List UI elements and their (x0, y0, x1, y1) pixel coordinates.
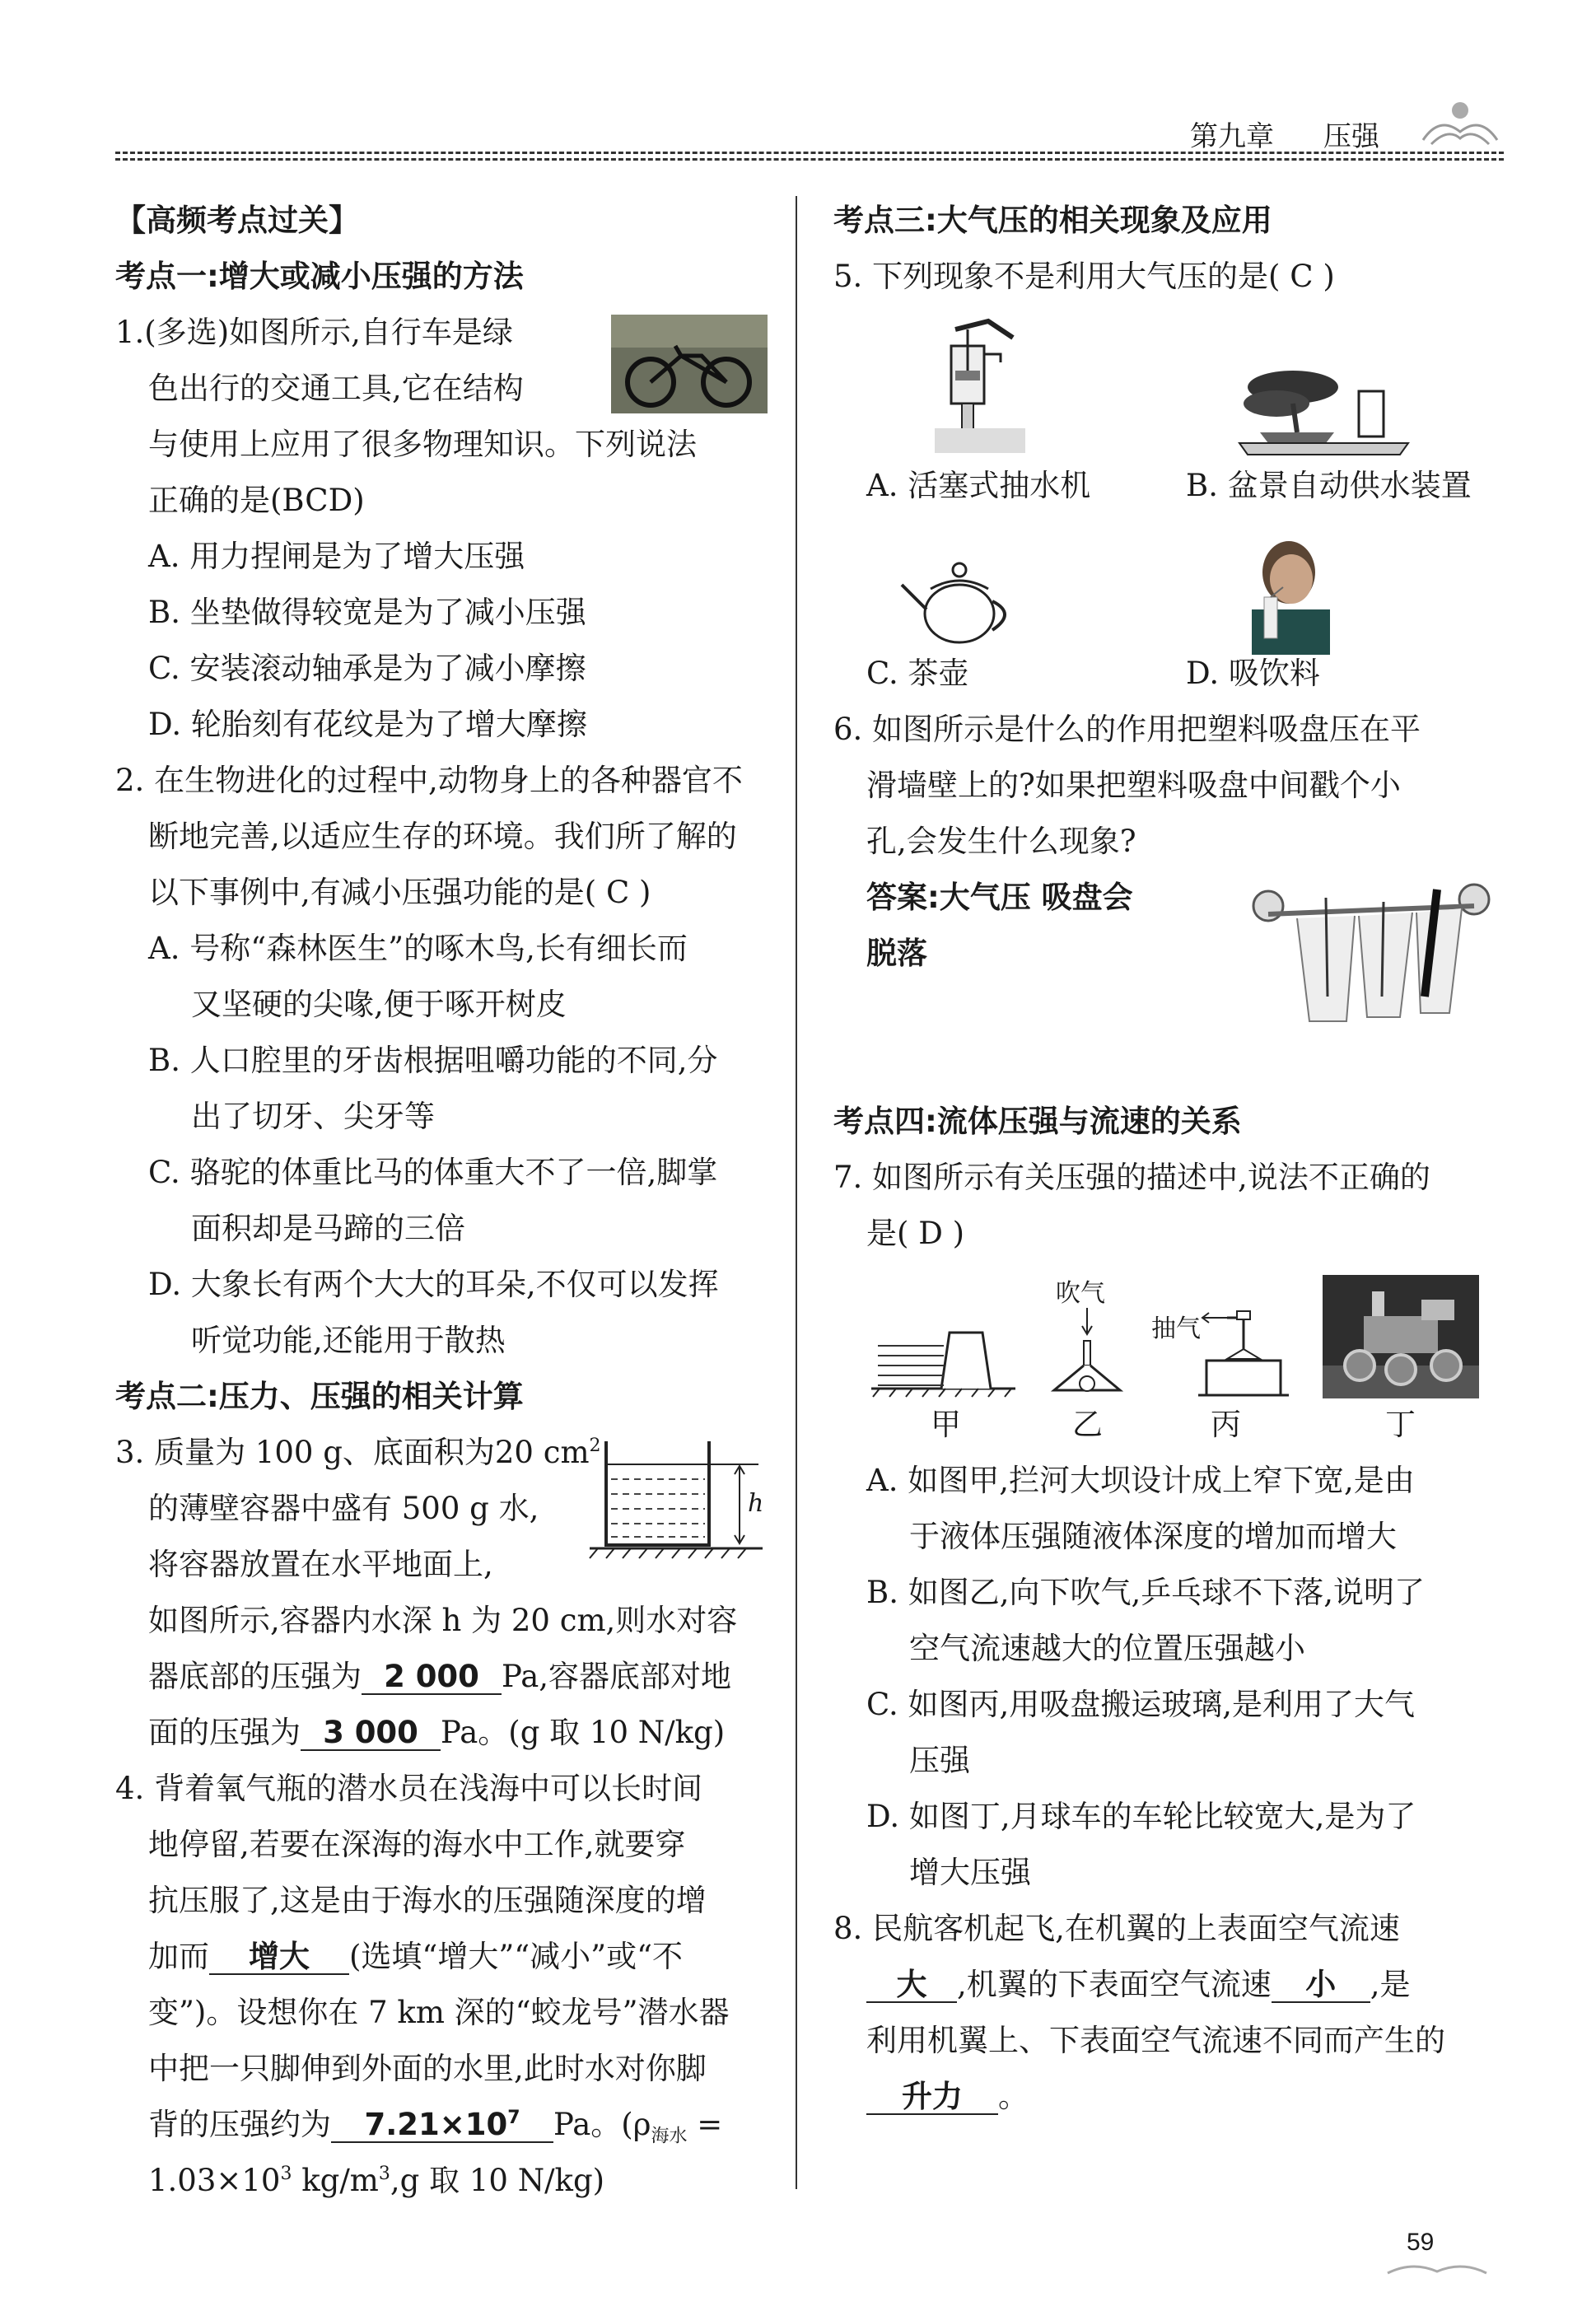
q8-line4-text: 。 (998, 2079, 1029, 2114)
q2-option-b2: 出了切牙、尖牙等 (191, 1099, 435, 1134)
q4-line4-a: 加而 (148, 1939, 209, 1974)
q2-option-b1: B. 人口腔里的牙齿根据咀嚼功能的不同,分 (148, 1043, 718, 1078)
page-number: 59 (1407, 2229, 1435, 2256)
q3-line1-text: 3. 质量为 100 g、底面积为20 cm (115, 1435, 590, 1470)
q3-line2: 的薄壁容器中盛有 500 g 水, (148, 1491, 539, 1526)
q8-answer-1: 大 (866, 1968, 957, 2003)
kp4-heading: 考点四:流体压强与流速的关系 (833, 1104, 1242, 1139)
q3-line5-b: Pa,容器底部对地 (502, 1659, 732, 1694)
q8-answer-3: 升力 (866, 2080, 998, 2115)
q7-option-d1: D. 如图丁,月球车的车轮比较宽大,是为了 (866, 1799, 1416, 1834)
column-divider (796, 196, 797, 2189)
q2-option-d1: D. 大象长有两个大大的耳朵,不仅可以发挥 (148, 1267, 719, 1302)
header-title: 压强 (1323, 120, 1379, 153)
q8-line3: 利用机翼上、下表面空气流速不同而产生的 (866, 2023, 1445, 2058)
q8-line2 (866, 1968, 1411, 2003)
q4-line8-a: 1.03×10 (148, 2163, 281, 2198)
q5-option-c: C. 茶壶 (866, 656, 969, 691)
q1-option-c: C. 安装滚动轴承是为了减小摩擦 (148, 651, 586, 686)
q3-line1 (115, 1436, 601, 1469)
q8-line2-b: ,是 (1370, 1967, 1411, 2002)
header-rule-2 (115, 158, 1504, 161)
q4-answer-2 (331, 2108, 553, 2143)
pump-label: 抽气 (1151, 1314, 1201, 1343)
q3-sup: 2 (589, 1436, 601, 1456)
fig-caption-jia: 甲 (931, 1407, 961, 1442)
fig-caption-bing: 丙 (1211, 1407, 1241, 1442)
q4-line7-b: Pa。(ρ (553, 2107, 651, 2142)
q1-option-b: B. 坐垫做得较宽是为了减小压强 (148, 595, 586, 630)
piston-pump-image (931, 313, 1029, 461)
q3-line6-b: Pa。(g 取 10 N/kg) (441, 1715, 726, 1750)
q4-line4-b: (选填“增大”“减小”或“不 (349, 1939, 684, 1974)
q4-line6: 中把一只脚伸到外面的水里,此时水对你脚 (148, 2051, 707, 2086)
q3-line6-a: 面的压强为 (148, 1715, 301, 1750)
q3-line6 (148, 1716, 725, 1751)
footer-ornament-icon (1384, 2257, 1491, 2281)
fig-caption-yi: 乙 (1072, 1407, 1103, 1442)
container-diagram (581, 1433, 771, 1565)
q5-line1: 5. 下列现象不是利用大气压的是( C ) (833, 259, 1335, 294)
q5-option-d: D. 吸饮料 (1186, 656, 1320, 691)
bicycle-image (611, 315, 768, 413)
q3-line4: 如图所示,容器内水深 h 为 20 cm,则水对容 (148, 1603, 738, 1638)
q1-option-d: D. 轮胎刻有花纹是为了增大摩擦 (148, 707, 587, 742)
q4-line8-sup: 3 (280, 2164, 292, 2184)
q7-option-d2: 增大压强 (909, 1855, 1031, 1890)
q5-option-b: B. 盆景自动供水装置 (1186, 468, 1472, 503)
q4-line7 (148, 2107, 723, 2147)
q4-answer-2-base: 7.21×10 (364, 2107, 508, 2142)
section-title: 【高频考点过关】 (115, 203, 359, 238)
q3-line5-a: 器底部的压强为 (148, 1659, 362, 1694)
kp2-heading: 考点二:压力、压强的相关计算 (115, 1379, 524, 1414)
q7-option-a1: A. 如图甲,拦河大坝设计成上窄下宽,是由 (866, 1463, 1415, 1498)
q4-line5: 变”)。设想你在 7 km 深的“蛟龙号”潜水器 (148, 1995, 730, 2030)
teapot-image (898, 560, 1021, 651)
kp3-heading: 考点三:大气压的相关现象及应用 (833, 203, 1272, 238)
q6-line1: 6. 如图所示是什么的作用把塑料吸盘压在平 (833, 712, 1421, 747)
q4-line4 (148, 1940, 683, 1975)
q8-line4 (866, 2080, 1029, 2115)
q5-option-a: A. 活塞式抽水机 (866, 468, 1091, 503)
header-chapter: 第九章 (1190, 120, 1274, 153)
suction-lifter-diagram (1194, 1301, 1293, 1404)
q8-answer-2: 小 (1272, 1968, 1370, 2003)
q1-line1: 1.(多选)如图所示,自行车是绿 (115, 315, 513, 350)
q4-line8-c: ,g 取 10 N/kg) (390, 2163, 605, 2198)
q4-rho-sub: 海水 (651, 2126, 688, 2147)
q3-answer-1: 2 000 (362, 1660, 502, 1695)
q6-answer-line2: 脱落 (866, 936, 927, 971)
q4-line8 (148, 2164, 604, 2197)
q4-line3: 抗压服了,这是由于海水的压强随深度的增 (148, 1883, 707, 1918)
q6-line3: 孔,会发生什么现象? (866, 824, 1136, 859)
q2-option-a1: A. 号称“森林医生”的啄木鸟,长有细长而 (148, 931, 688, 966)
q4-line7-c: = (687, 2107, 723, 2142)
q7-option-a2: 于液体压强随液体深度的增加而增大 (909, 1519, 1397, 1554)
q4-line8-sup2: 3 (378, 2164, 390, 2184)
child-drinking-image (1244, 531, 1334, 655)
q4-line7-a: 背的压强约为 (148, 2107, 331, 2142)
q2-option-c2: 面积却是马蹄的三倍 (191, 1211, 465, 1246)
q7-option-c2: 压强 (909, 1743, 970, 1778)
q7-option-b1: B. 如图乙,向下吹气,乒乓球不下落,说明了 (866, 1575, 1425, 1610)
q7-line1: 7. 如图所示有关压强的描述中,说法不正确的 (833, 1160, 1430, 1195)
q7-option-b2: 空气流速越大的位置压强越小 (909, 1631, 1305, 1666)
suction-cup-rack-image (1252, 881, 1491, 1029)
lunar-rover-image (1323, 1275, 1479, 1398)
q2-line2: 断地完善,以适应生存的环境。我们所了解的 (148, 819, 737, 854)
q2-option-d2: 听觉功能,还能用于散热 (191, 1323, 506, 1358)
q1-option-a: A. 用力捏闸是为了增大压强 (148, 539, 525, 574)
q4-line8-b: kg/m (292, 2163, 379, 2198)
header-rule (115, 152, 1504, 154)
q7-option-c1: C. 如图丙,用吸盘搬运玻璃,是利用了大气 (866, 1687, 1416, 1722)
q6-line2: 滑墙壁上的?如果把塑料吸盘中间戳个小 (866, 768, 1401, 803)
q1-line2: 色出行的交通工具,它在结构 (148, 371, 524, 406)
q2-line1: 2. 在生物进化的过程中,动物身上的各种器官不 (115, 763, 743, 798)
q8-line2-a: ,机翼的下表面空气流速 (957, 1967, 1272, 2002)
q7-line2: 是( D ) (866, 1216, 965, 1251)
q2-option-a2: 又坚硬的尖喙,便于啄开树皮 (191, 987, 567, 1022)
q1-line3: 与使用上应用了很多物理知识。下列说法 (148, 427, 697, 462)
q2-option-c1: C. 骆驼的体重比马的体重大不了一倍,脚掌 (148, 1155, 718, 1190)
q3-line3: 将容器放置在水平地面上, (148, 1547, 493, 1582)
q3-line5 (148, 1660, 731, 1695)
blow-label: 吹气 (1056, 1279, 1105, 1308)
q4-answer-2-sup: 7 (507, 2108, 520, 2128)
container-h-label: h (748, 1489, 764, 1518)
q2-line3: 以下事例中,有减小压强功能的是( C ) (148, 875, 651, 910)
header-ornament-icon (1415, 99, 1505, 148)
q4-line1: 4. 背着氧气瓶的潜水员在浅海中可以长时间 (115, 1771, 703, 1806)
bonsai-image (1235, 354, 1416, 461)
q8-line1: 8. 民航客机起飞,在机翼的上表面空气流速 (833, 1911, 1400, 1946)
q3-answer-2: 3 000 (301, 1716, 441, 1751)
q6-answer-line1: 答案:大气压 吸盘会 (866, 880, 1133, 915)
q4-line2: 地停留,若要在深海的海水中工作,就要穿 (148, 1827, 686, 1862)
dam-diagram (871, 1316, 1020, 1398)
q1-line4: 正确的是(BCD) (148, 483, 365, 518)
fig-caption-ding: 丁 (1385, 1407, 1416, 1442)
q4-answer-1: 增大 (209, 1940, 349, 1975)
funnel-diagram (1046, 1308, 1128, 1403)
kp1-heading: 考点一:增大或减小压强的方法 (115, 259, 524, 294)
